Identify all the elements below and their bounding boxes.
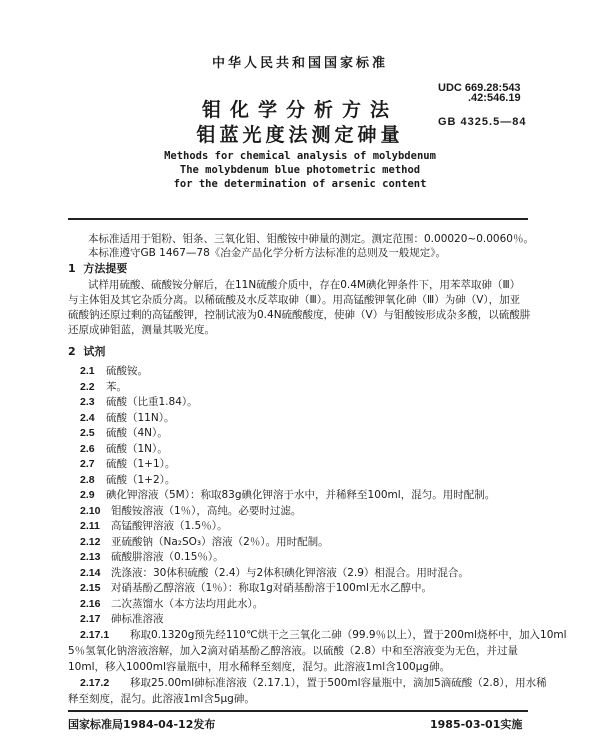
- section-title: 方法提要: [83, 262, 128, 275]
- standard-header: 中华人民共和国国家标准: [211, 56, 388, 71]
- item-text: 硫酸（比重1.84）。: [106, 396, 198, 408]
- udc-line-2: .42:546.19: [468, 92, 521, 104]
- paragraph-line: 5％氢氧化钠溶液溶解，加入2滴对硝基酚乙醇溶液。以硫酸（2.8）中和至溶液变为无色，并过量: [68, 645, 519, 657]
- reagent-2-17-1: [80, 627, 567, 642]
- item-text: 硫酸（11N）。: [106, 411, 175, 424]
- english-title-3: for the determination of arsenic content: [173, 178, 427, 190]
- reagent-item: [80, 503, 301, 518]
- intro-line: 本标准适用于钼粉、钼条、三氧化钼、钼酸铵中砷量的测定。测定范围：0.00020~0.0060％。: [88, 233, 534, 245]
- footer-rule: [68, 710, 528, 712]
- paragraph-line: 释至刻度，混匀。此溶液1ml含5μg砷。: [68, 693, 255, 705]
- intro-line: 本标准遵守GB 1467—78《冶金产品化学分析方法标准的总则及一般规定》。: [88, 247, 447, 259]
- reagent-item: [80, 518, 227, 533]
- item-number: 2.17.2: [80, 677, 110, 689]
- paragraph-line: 还原成砷钼蓝，测量其吸光度。: [68, 324, 215, 336]
- item-number: 2.9: [80, 489, 95, 501]
- reagent-item: [80, 549, 224, 564]
- reagent-item: [80, 363, 148, 378]
- reagent-2-17-2: [80, 675, 547, 690]
- item-number: 2.8: [80, 473, 95, 486]
- item-number: 2.4: [80, 411, 95, 424]
- item-number: 2.11: [80, 520, 100, 532]
- item-number: 2.12: [80, 535, 101, 548]
- item-text: 亚硫酸钠（Na₂SO₃）溶液（2％）。用时配制。: [111, 535, 329, 548]
- header-rule: [68, 218, 528, 220]
- item-text: 高锰酸钾溶液（1.5％）。: [111, 520, 228, 532]
- reagent-item: [80, 596, 263, 611]
- section-title: 试剂: [83, 345, 106, 358]
- english-title-2: The molybdenum blue photometric method: [179, 164, 421, 176]
- item-text: 钼酸铵溶液（1％），高纯。必要时过滤。: [111, 504, 302, 517]
- udc-code: [438, 83, 521, 103]
- item-number: 2.15: [80, 582, 101, 594]
- section-2-heading: [68, 343, 105, 359]
- reagent-item: [80, 534, 329, 549]
- gb-number: GB 4325.5—84: [438, 116, 527, 128]
- reagent-item: [80, 394, 198, 409]
- item-number: 2.13: [80, 551, 101, 563]
- udc-line-1: UDC 669.28:543: [438, 82, 521, 94]
- item-text: 硫酸（1+1）。: [106, 458, 176, 470]
- section-number: 2: [68, 345, 76, 358]
- item-number: 2.3: [80, 396, 95, 408]
- section-1-heading: [68, 260, 127, 276]
- item-number: 2.2: [80, 380, 95, 393]
- item-text: 对硝基酚乙醇溶液（1％）：称取1g对硝基酚溶于100ml无水乙醇中。: [111, 582, 432, 594]
- item-text: 硫酸肼溶液（0.15％）。: [111, 551, 224, 563]
- paragraph-line: 试样用硫酸、硫酸铵分解后，在11N硫酸介质中，存在0.4M碘化钾条件下，用苯萃取砷（Ⅲ）: [88, 279, 521, 291]
- paragraph-line: 10ml，移入1000ml容量瓶中，用水稀释至刻度，混匀。此溶液1ml含100μg砷。: [68, 661, 451, 673]
- item-number: 2.10: [80, 504, 101, 517]
- effective-date: 1985-03-01实施: [430, 718, 523, 731]
- item-number: 2.17: [80, 613, 101, 625]
- item-text: 硫酸（4N）。: [106, 427, 168, 439]
- item-number: 2.6: [80, 442, 95, 455]
- item-number: 2.7: [80, 458, 95, 470]
- reagent-item: [80, 425, 168, 440]
- item-number: 2.1: [80, 365, 95, 377]
- reagent-item: [80, 456, 175, 471]
- title-sub: 钼蓝光度法测定砷量: [196, 124, 404, 146]
- section-number: 1: [68, 262, 76, 275]
- item-text: 二次蒸馏水（本方法均用此水）。: [111, 597, 264, 610]
- item-text: 硫酸（1+2）。: [106, 473, 176, 486]
- item-text: 砷标准溶液: [111, 613, 164, 625]
- reagent-item: [80, 410, 174, 425]
- item-text: 称取0.1320g预先经110℃烘干之三氧化二砷（99.9％以上），置于200ml烧杯中，加入10ml: [130, 629, 567, 641]
- paragraph-line: 硫酸钠还原过剩的高锰酸钾，控制试液为0.4N硫酸酸度，使砷（Ⅴ）与钼酸铵形成杂多酸，以硫酸肼: [68, 309, 531, 321]
- item-number: 2.16: [80, 597, 101, 610]
- title-main: 钼化学分析方法: [201, 99, 398, 121]
- item-text: 苯。: [106, 380, 127, 393]
- paragraph-line: 与主体钼及其它杂质分离。以稀硫酸及水反萃取砷（Ⅲ）。用高锰酸钾氧化砷（Ⅲ）为砷（Ⅴ），加亚: [68, 294, 521, 306]
- reagent-item: [80, 441, 168, 456]
- item-number: 2.5: [80, 427, 95, 439]
- item-text: 硫酸铵。: [106, 365, 148, 377]
- reagent-item: [80, 487, 495, 502]
- reagent-item: [80, 565, 469, 580]
- reagent-item: [80, 580, 432, 595]
- item-number: 2.14: [80, 566, 101, 579]
- item-text: 洗涤液：30体积硫酸（2.4）与2体积碘化钾溶液（2.9）相混合。用时混合。: [111, 566, 469, 579]
- reagent-item: [80, 379, 127, 394]
- english-title-1: Methods for chemical analysis of molybdenum: [164, 150, 436, 162]
- item-number: 2.17.1: [80, 629, 110, 641]
- item-text: 硫酸（1N）。: [106, 442, 168, 455]
- item-text: 移取25.00ml砷标准溶液（2.17.1），置于500ml容量瓶中，滴加5滴硫酸（2.8），用水稀: [130, 677, 547, 689]
- reagent-item: [80, 611, 164, 626]
- item-text: 碘化钾溶液（5M）：称取83g碘化钾溶于水中，并稀释至100ml，混匀。用时配制。: [106, 489, 496, 501]
- issue-date: 国家标准局1984-04-12发布: [68, 718, 216, 731]
- reagent-item: [80, 472, 175, 487]
